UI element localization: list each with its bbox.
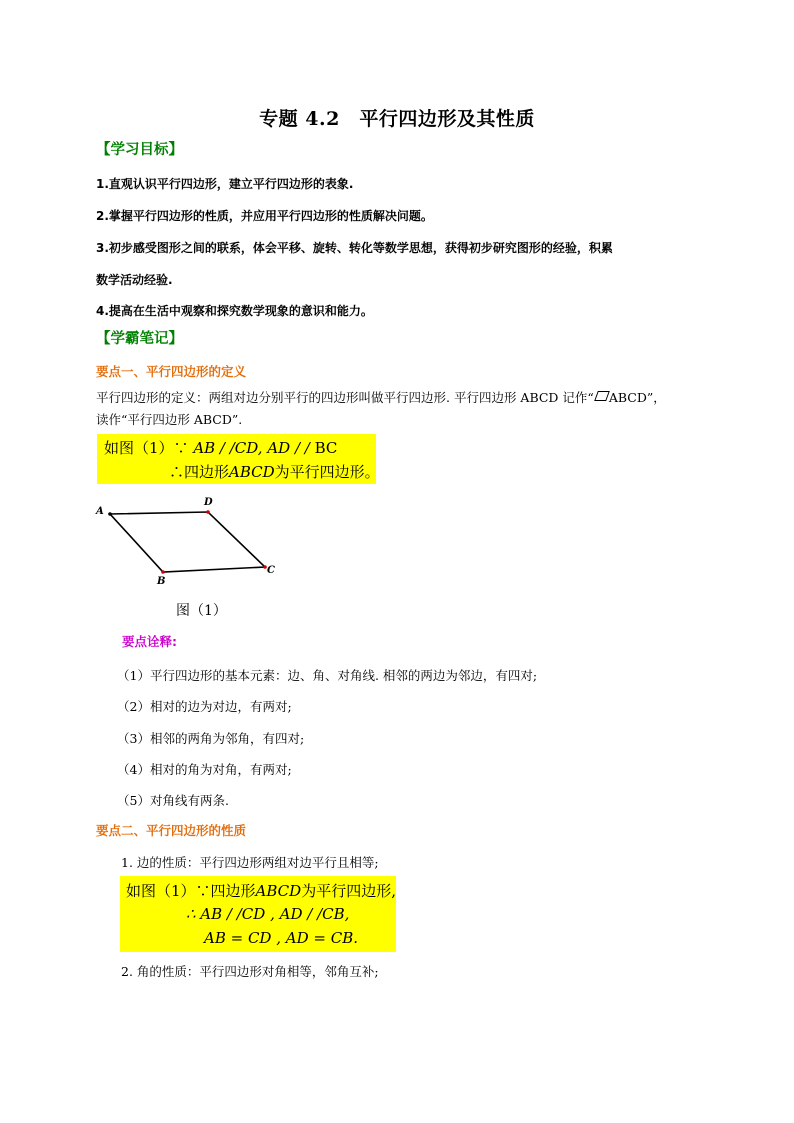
figure-caption: 图（1）: [176, 603, 227, 619]
goal-item-2: 2.掌握平行四边形的性质，并应用平行四边形的性质解决问题。: [96, 209, 433, 223]
property-item-2: 2. 角的性质：平行四边形对角相等，邻角互补;: [121, 964, 379, 979]
note-heading: 要点诠释:: [122, 634, 177, 649]
parallelogram-figure: [95, 492, 285, 592]
vertex-label-c: C: [267, 565, 275, 576]
box2-line-3: AB = CD , AD = CB.: [204, 929, 358, 947]
vertex-d-dot: [206, 510, 210, 514]
note-item-2: （2）相对的边为对边，有两对;: [117, 699, 292, 714]
goal-item-3-cont: 数学活动经验.: [96, 273, 173, 287]
goal-item-1: 1.直观认识平行四边形，建立平行四边形的表象.: [96, 177, 354, 191]
property-item-1: 1. 边的性质：平行四边形两组对边平行且相等;: [121, 855, 379, 870]
note-item-5: （5）对角线有两条.: [117, 793, 229, 808]
vertex-label-d: D: [204, 497, 213, 508]
note-item-3: （3）相邻的两角为邻角，有四对;: [117, 731, 305, 746]
box1-line-1: 如图（1）∵ AB / /CD, AD / / BC: [104, 439, 338, 457]
goal-item-3: 3.初步感受图形之间的联系，体会平移、旋转、转化等数学思想，获得初步研究图形的经验，积累: [96, 241, 613, 255]
vertex-label-a: A: [96, 506, 104, 517]
highlight-box-definition: [97, 434, 380, 484]
vertex-label-b: B: [157, 576, 166, 587]
box1-line-2: ∴四边形ABCD为平行四边形。: [169, 463, 380, 481]
vertex-b-dot: [161, 570, 165, 574]
box2-line-2: ∴ AB / /CD , AD / /CB,: [186, 905, 350, 923]
parallelogram-symbol-icon: [594, 391, 610, 401]
parallelogram-shape: [110, 512, 265, 572]
vertex-a-dot: [108, 512, 112, 516]
section-heading-notes: 【学霸笔记】: [96, 331, 183, 347]
box2-line-1: 如图（1）∵四边形ABCD为平行四边形,: [126, 882, 396, 900]
definition-text-a: 平行四边形的定义：两组对边分别平行的四边形叫做平行四边形. 平行四边形 ABCD 记作“: [96, 390, 594, 405]
definition-text-b: ABCD”，: [608, 390, 666, 405]
point1-heading: 要点一、平行四边形的定义: [96, 364, 247, 379]
goal-item-4: 4.提高在生活中观察和探究数学现象的意识和能力。: [96, 304, 373, 318]
point2-heading: 要点二、平行四边形的性质: [96, 823, 247, 838]
note-item-1: （1）平行四边形的基本元素：边、角、对角线. 相邻的两边为邻边，有四对;: [117, 668, 538, 683]
highlight-box-sides: [120, 876, 396, 952]
page-title: 专题 4.2 平行四边形及其性质: [259, 108, 535, 130]
note-item-4: （4）相对的角为对角，有两对;: [117, 762, 292, 777]
definition-line-2: 读作“平行四边形 ABCD”.: [96, 412, 243, 427]
definition-line-1: [96, 388, 666, 406]
section-heading-goals: 【学习目标】: [96, 142, 183, 158]
